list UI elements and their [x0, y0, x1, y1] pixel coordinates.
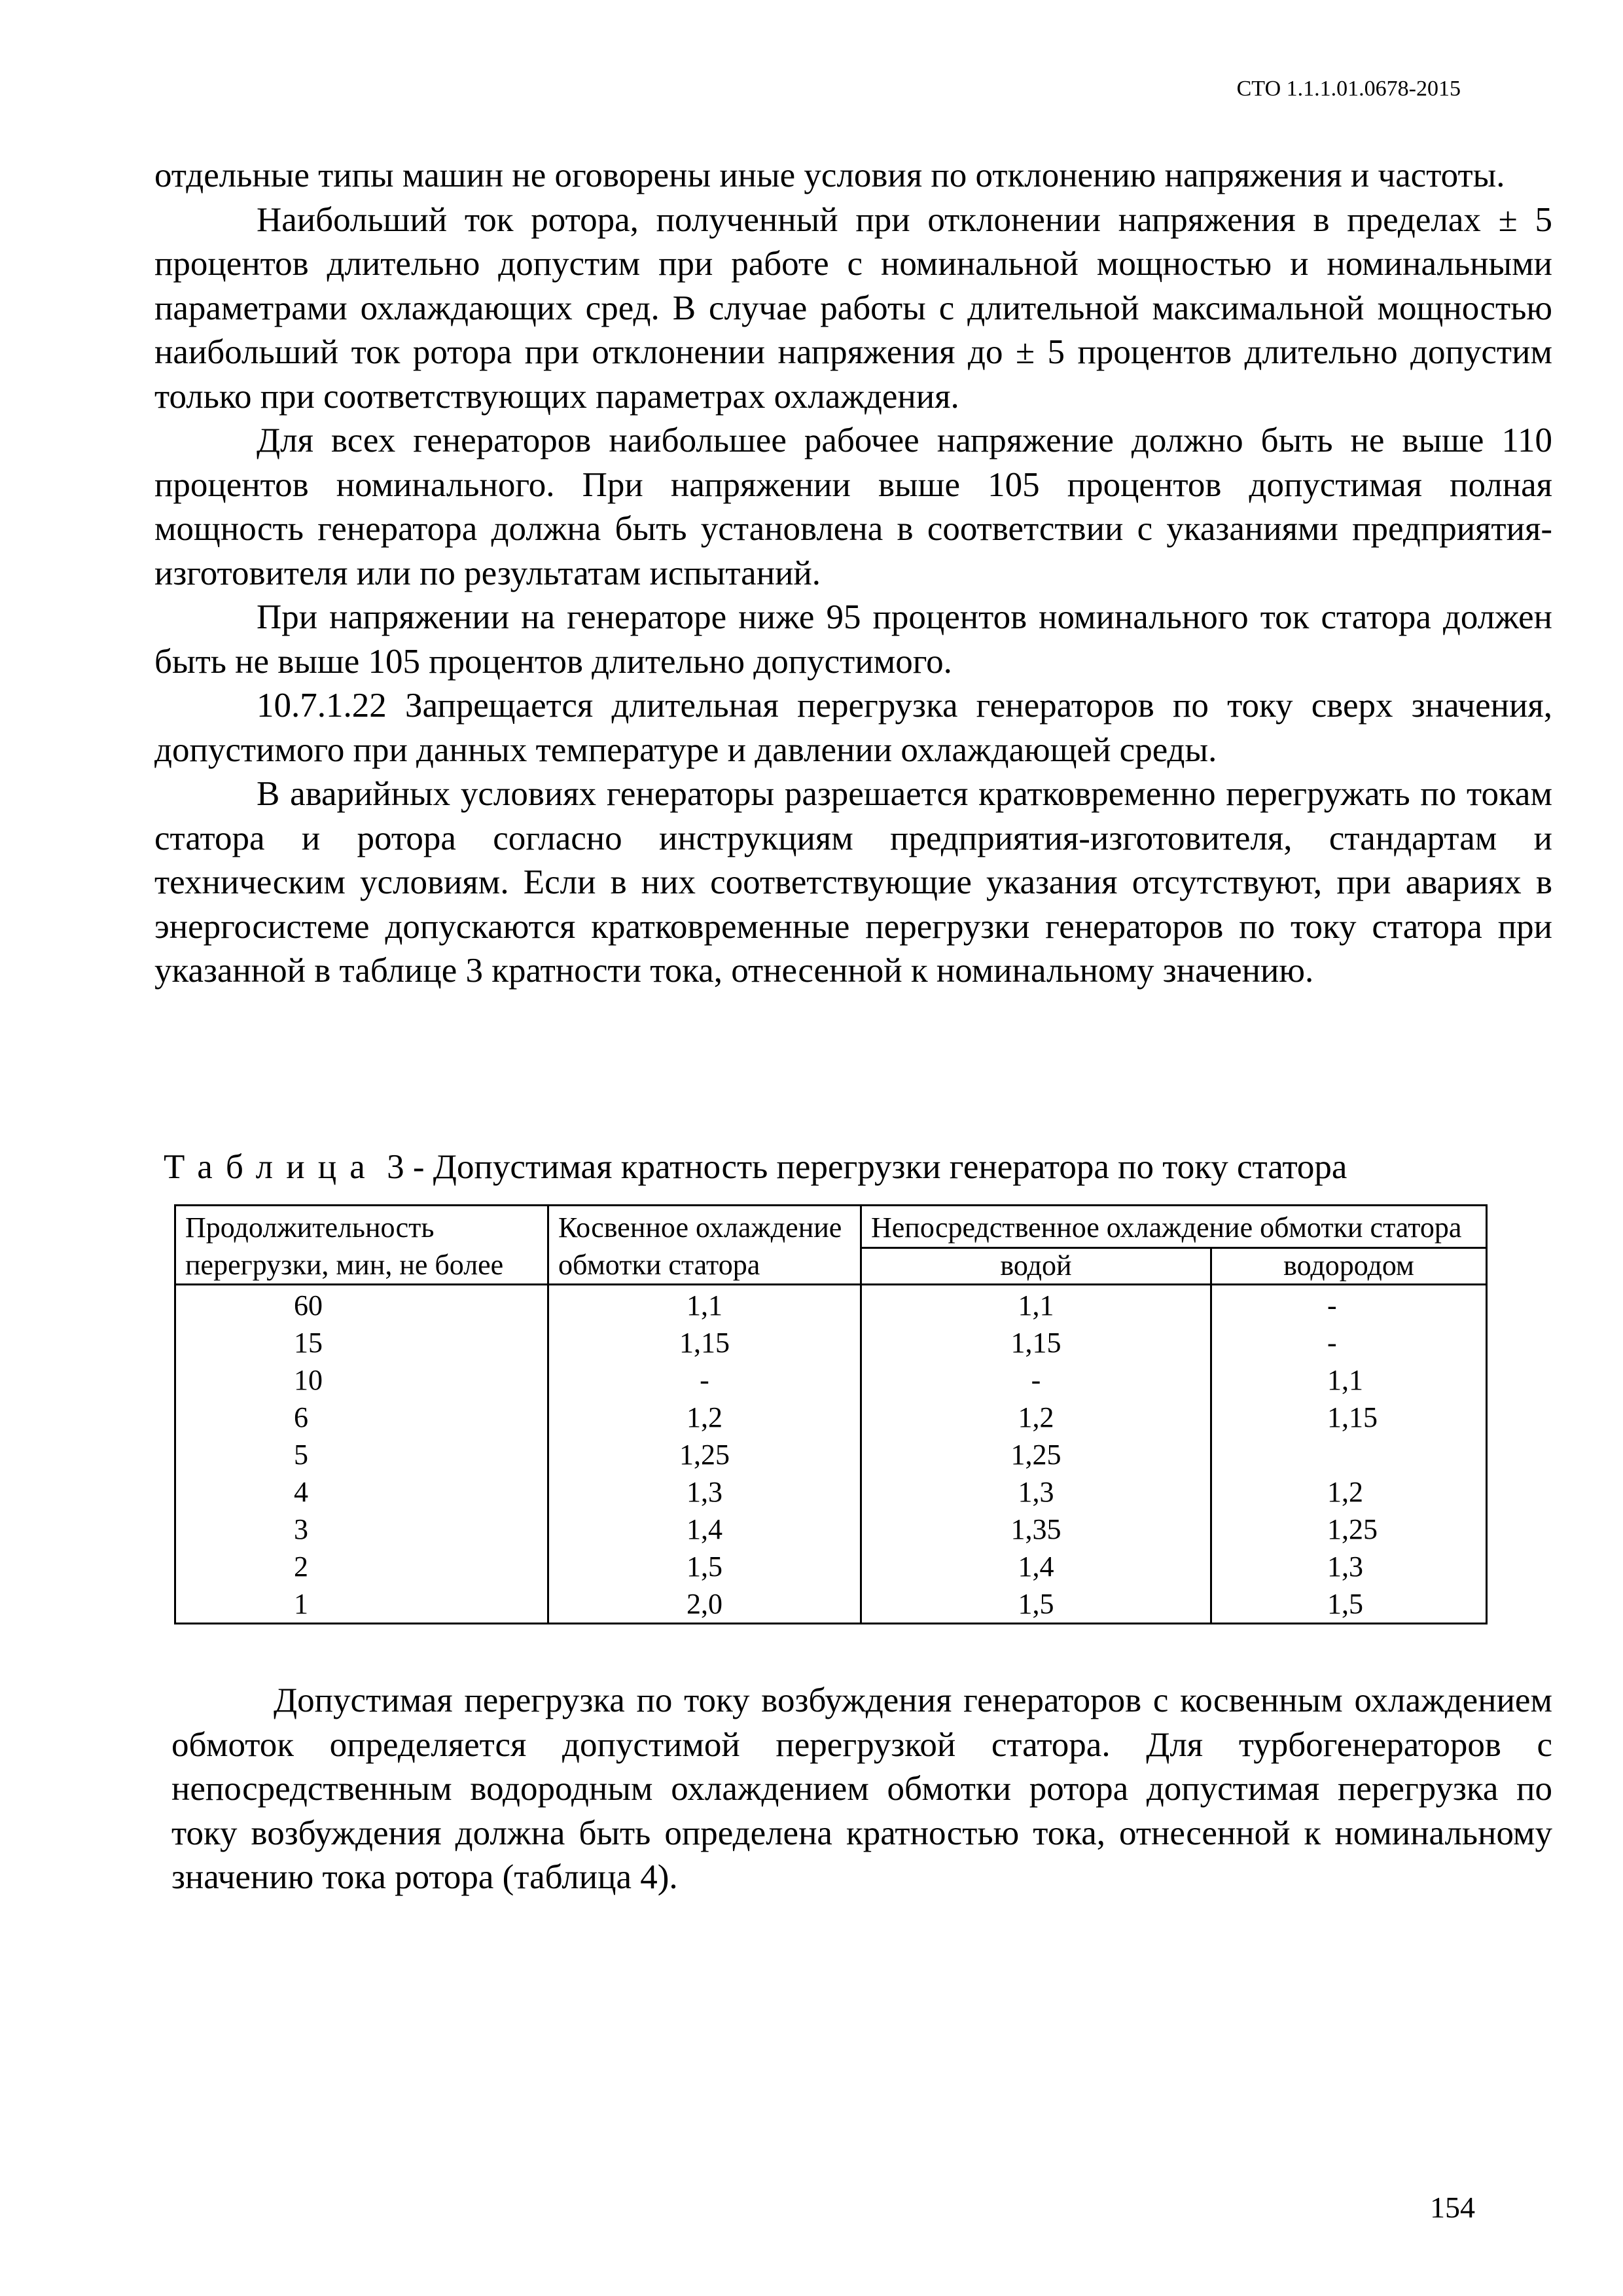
cell-water: 1,35 — [861, 1511, 1211, 1548]
cell-water: 1,1 — [861, 1285, 1211, 1325]
cell-hydrogen: 1,25 — [1211, 1511, 1487, 1548]
cell-hydrogen: 1,1 — [1211, 1361, 1487, 1399]
cell-hydrogen: 1,3 — [1211, 1548, 1487, 1585]
table-row — [175, 1324, 1487, 1361]
paragraph: Наибольший ток ротора, полученный при отклонении напряжения в пределах ± 5 процентов длительно допустим при работе с номинальной мощностью и номинальными параметрами охлаждающих сред. В случае работы с длительной максимальной мощностью наибольший ток ротора при отклонении напряжения до ± 5 процентов длительно допустим только при соответствующих параметрах охлаждения. — [154, 200, 1552, 416]
table-caption-text: 3 - Допустимая кратность перегрузки генератора по току статора — [378, 1148, 1347, 1186]
table-caption — [164, 1145, 1347, 1189]
cell-indirect: 1,5 — [548, 1548, 861, 1585]
cell-duration: 1 — [175, 1585, 548, 1624]
header-direct-cooling: Непосредственное охлаждение обмотки статора — [861, 1206, 1487, 1248]
cell-hydrogen — [1211, 1436, 1487, 1473]
paragraph: 10.7.1.22 Запрещается длительная перегрузка генераторов по току сверх значения, допустимого при данных температуре и давлении охлаждающей среды. — [154, 687, 1552, 769]
cell-hydrogen: 1,2 — [1211, 1473, 1487, 1511]
table-row — [175, 1585, 1487, 1624]
table-row — [175, 1361, 1487, 1399]
cell-indirect: 2,0 — [548, 1585, 861, 1624]
cell-duration: 10 — [175, 1361, 548, 1399]
cell-water: 1,5 — [861, 1585, 1211, 1624]
table-row — [175, 1399, 1487, 1436]
paragraph: При напряжении на генераторе ниже 95 процентов номинального ток статора должен быть не выше 105 процентов длительно допустимого. — [154, 598, 1552, 681]
paragraph: отдельные типы машин не оговорены иные условия по отклонению напряжения и частоты. — [154, 156, 1505, 194]
cell-duration: 3 — [175, 1511, 548, 1548]
cell-duration: 15 — [175, 1324, 548, 1361]
cell-duration: 6 — [175, 1399, 548, 1436]
table-row — [175, 1436, 1487, 1473]
cell-indirect: 1,3 — [548, 1473, 861, 1511]
table-row — [175, 1511, 1487, 1548]
cell-water: 1,2 — [861, 1399, 1211, 1436]
table-caption-word: Таблица — [164, 1148, 378, 1186]
table-row — [175, 1473, 1487, 1511]
header-indirect-cooling: Косвенное охлаждение обмотки статора — [548, 1206, 861, 1285]
table-row — [175, 1285, 1487, 1325]
cell-duration: 2 — [175, 1548, 548, 1585]
cell-water: 1,4 — [861, 1548, 1211, 1585]
cell-water: - — [861, 1361, 1211, 1399]
overload-table — [174, 1204, 1488, 1624]
cell-duration: 5 — [175, 1436, 548, 1473]
cell-water: 1,25 — [861, 1436, 1211, 1473]
cell-hydrogen: 1,5 — [1211, 1585, 1487, 1624]
cell-indirect: - — [548, 1361, 861, 1399]
document-code: СТО 1.1.1.01.0678-2015 — [1236, 77, 1461, 101]
header-duration: Продолжительность перегрузки, мин, не более — [175, 1206, 548, 1285]
body-text-bottom — [171, 1679, 1552, 1900]
paragraph: Допустимая перегрузка по току возбуждения генераторов с косвенным охлаждением обмоток определяется допустимой перегрузкой статора. Для турбогенераторов с непосредственным водородным охлаждением обмотки ротора допустимая перегрузка по току возбуждения должна быть определена кратностью тока, отнесенной к номинальному значению тока ротора (таблица 4). — [171, 1681, 1552, 1896]
header-hydrogen: водородом — [1211, 1248, 1487, 1285]
cell-indirect: 1,15 — [548, 1324, 861, 1361]
paragraph: В аварийных условиях генераторы разрешается кратковременно перегружать по токам статора и ротора согласно инструкциям предприятия-изготовителя, стандартам и техническим условиям. Если в них соответствующие указания отсутствуют, при авариях в энергосистеме допускаются кратковременные перегрузки генераторов по току статора при указанной в таблице 3 кратности тока, отнесенной к номинальному значению. — [154, 775, 1552, 990]
cell-water: 1,15 — [861, 1324, 1211, 1361]
table-row — [175, 1548, 1487, 1585]
paragraph: Для всех генераторов наибольшее рабочее напряжение должно быть не выше 110 процентов номинального. При напряжении выше 105 процентов допустимая полная мощность генератора должна быть установлена в соответствии с указаниями предприятия-изготовителя или по результатам испытаний. — [154, 422, 1552, 592]
cell-indirect: 1,2 — [548, 1399, 861, 1436]
cell-indirect: 1,4 — [548, 1511, 861, 1548]
cell-hydrogen: - — [1211, 1324, 1487, 1361]
header-water: водой — [861, 1248, 1211, 1285]
cell-hydrogen: 1,15 — [1211, 1399, 1487, 1436]
cell-indirect: 1,1 — [548, 1285, 861, 1325]
cell-duration: 60 — [175, 1285, 548, 1325]
body-text-top — [154, 154, 1552, 994]
cell-indirect: 1,25 — [548, 1436, 861, 1473]
cell-water: 1,3 — [861, 1473, 1211, 1511]
cell-hydrogen: - — [1211, 1285, 1487, 1325]
cell-duration: 4 — [175, 1473, 548, 1511]
page-number: 154 — [1430, 2191, 1475, 2224]
